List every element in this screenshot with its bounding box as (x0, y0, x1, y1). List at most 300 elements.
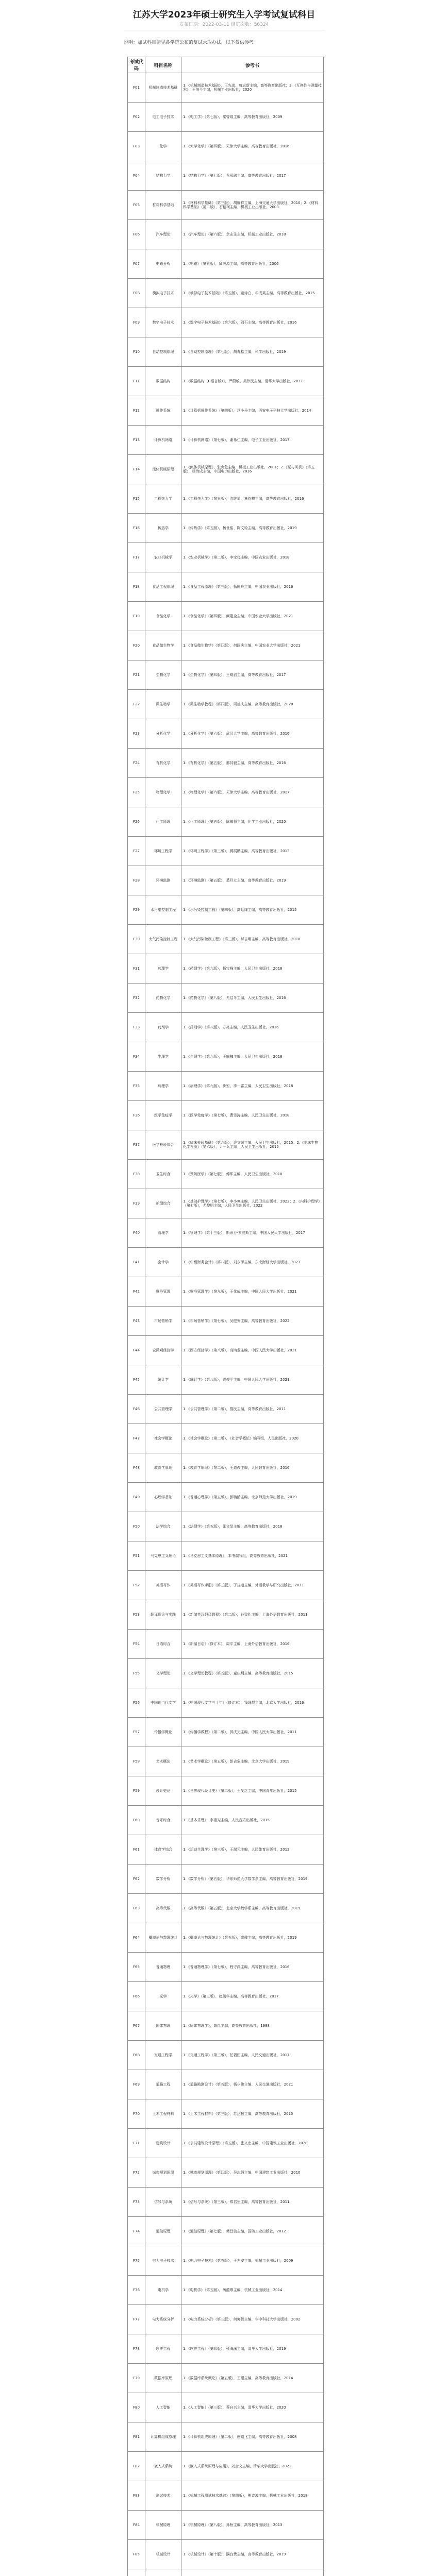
exam-code: F54 (128, 1630, 145, 1659)
table-row (128, 249, 324, 279)
table-row (128, 1072, 324, 1101)
reference-books: 1.《中级财务会计》（第八版），刘永泽主编，东北财经大学出版社，2021 (181, 1248, 324, 1277)
table-row (128, 367, 324, 396)
table-row (128, 1659, 324, 1688)
table-row (128, 1923, 324, 1953)
exam-code: F26 (128, 807, 145, 837)
exam-code: F71 (128, 2129, 145, 2158)
subject-name: 通信原理 (145, 2217, 181, 2246)
exam-code: F63 (128, 1894, 145, 1923)
exam-code: F03 (128, 132, 145, 161)
reference-books: 1.《西方经济学》（第八版），高鸿业主编，中国人民大学出版社，2021 (181, 1336, 324, 1365)
reference-books: 1.《光学》（第三版），赵凯华主编，高等教育出版社，2017 (181, 1982, 324, 2011)
subject-name: 电路分析 (145, 249, 181, 279)
exam-code: F73 (128, 2188, 145, 2217)
table-row (128, 1307, 324, 1336)
subject-name: 自动控制原理 (145, 337, 181, 367)
table-row (128, 2276, 324, 2305)
subject-name: 电力系统分析 (145, 2305, 181, 2334)
subject-name: 概率论与数理统计 (145, 1923, 181, 1953)
reference-books: 1.《普通物理学》（第七版），程守洙主编，高等教育出版社，2016 (181, 1953, 324, 1982)
reference-books: 1.《机械原理》（第八版），孙桓主编，高等教育出版社，2013 (181, 2511, 324, 2540)
table-row (128, 1630, 324, 1659)
subject-name: 土木工程材料 (145, 2099, 181, 2129)
table-row (128, 2217, 324, 2246)
table-row (128, 308, 324, 337)
subject-name: 日语综合 (145, 1630, 181, 1659)
table-header-row (128, 57, 324, 73)
subject-name: 测试技术 (145, 2481, 181, 2511)
exam-code: F11 (128, 367, 145, 396)
reference-books: 1.《电工学》（第七版），秦曾煌主编，高等教育出版社，2009 (181, 103, 324, 132)
table-row (128, 1101, 324, 1130)
exam-code: F04 (128, 161, 145, 191)
reference-books: 1.《土木工程材料》（第三版），苏达根主编，高等教育出版社，2015 (181, 2099, 324, 2129)
table-row (128, 1571, 324, 1600)
reference-books: 1.《机械工程测试技术基础》（第四版），熊诗波主编，机械工业出版社，2018 (181, 2481, 324, 2511)
reference-books: 1.《世界现代设计史》（第二版），王受之主编，中国青年出版社，2015 (181, 1776, 324, 1806)
table-row (128, 690, 324, 719)
table-row (128, 1365, 324, 1395)
reference-books: 1.《数据库系统概论》（第五版），王珊主编，高等教育出版社，2014 (181, 2364, 324, 2393)
reference-books: 1.《临床检验基础》（第六版），许文荣主编，人民卫生出版社，2015；2.《临床生物化学检验》（第六版），尹一兵主编，人民卫生出版社，2015 (181, 1130, 324, 1160)
exam-code (128, 2569, 145, 2576)
exam-code: F78 (128, 2334, 145, 2364)
subject-name: 医学免疫学 (145, 1101, 181, 1130)
table-row (128, 2364, 324, 2393)
reference-books: 1.《计算机操作系统》（第四版），汤小丹主编，西安电子科技大学出版社，2014 (181, 396, 324, 426)
reference-books: 1.《自动控制原理》（第七版），胡寿松主编，科学出版社，2019 (181, 337, 324, 367)
subject-name: 交通工程学 (145, 2041, 181, 2070)
exam-code: F85 (128, 2540, 145, 2569)
subject-name: 模拟电子技术 (145, 279, 181, 308)
exam-code: F18 (128, 572, 145, 602)
subject-name: 计算机网络 (145, 426, 181, 455)
exam-code: F83 (128, 2481, 145, 2511)
subject-name: 物理化学 (145, 778, 181, 807)
subject-name: 设计史论 (145, 1776, 181, 1806)
reference-books: 1.《交通工程学》（第三版），任福田主编，人民交通出版社，2017 (181, 2041, 324, 2070)
exam-code: F67 (128, 2011, 145, 2041)
reference-books: 1.《英语写作手册》（第三版），丁往道主编，外语教学与研究出版社，2011 (181, 1571, 324, 1600)
exam-code: F08 (128, 279, 145, 308)
reference-books: 1.《固体物理学》，黄昆主编，高等教育出版社，1988 (181, 2011, 324, 2041)
table-row (128, 484, 324, 514)
exam-subjects-table (127, 57, 324, 2576)
reference-books: 1.《新编日语》（修订本），周平主编，上海外语教育出版社，2016 (181, 1630, 324, 1659)
subject-name: 卫生综合 (145, 1160, 181, 1189)
subject-name: 嵌入式系统 (145, 2452, 181, 2481)
table-row (128, 1688, 324, 1718)
subject-name: 计算机组成原理 (145, 2422, 181, 2452)
subject-name: 流体机械原理 (145, 455, 181, 484)
table-row (128, 1953, 324, 1982)
table-row (128, 1600, 324, 1630)
exam-code: F37 (128, 1130, 145, 1160)
reference-books (181, 2569, 324, 2576)
table-row (128, 2481, 324, 2511)
exam-code: F25 (128, 778, 145, 807)
subject-name: 机械原理 (145, 2511, 181, 2540)
table-row (128, 2070, 324, 2099)
reference-books: 1.《水污染控制工程》（第四版），高廷耀主编，高等教育出版社，2015 (181, 895, 324, 925)
exam-code: F19 (128, 602, 145, 631)
table-row (128, 1160, 324, 1189)
exam-code: F74 (128, 2217, 145, 2246)
table-row (128, 1747, 324, 1776)
subject-name: 软件工程 (145, 2334, 181, 2364)
table-row (128, 984, 324, 1013)
reference-books: 1.《数据结构（C语言版）》，严蔚敏、吴伟民主编，清华大学出版社，2017 (181, 367, 324, 396)
reference-books: 1.《统计学》（第八版），贾俊平主编，中国人民大学出版社，2021 (181, 1365, 324, 1395)
table-row (128, 749, 324, 778)
table-row (128, 2511, 324, 2540)
subject-name: 公共管理学 (145, 1395, 181, 1424)
subject-name: 法学综合 (145, 1512, 181, 1541)
table-row (128, 2422, 324, 2452)
exam-code: F49 (128, 1483, 145, 1512)
table-row (128, 925, 324, 954)
subject-name: 管理学 (145, 1218, 181, 1248)
exam-code: F42 (128, 1277, 145, 1307)
subject-name: 音乐综合 (145, 1806, 181, 1835)
exam-code: F76 (128, 2276, 145, 2305)
exam-code: F29 (128, 895, 145, 925)
reference-books: 1.《机械设计》（第十版），濮良贵主编，高等教育出版社，2019 (181, 2540, 324, 2569)
table-row (128, 2158, 324, 2188)
header-reference: 参考书 (181, 57, 324, 73)
exam-code: F65 (128, 1953, 145, 1982)
subject-name: 化学 (145, 132, 181, 161)
exam-code: F48 (128, 1453, 145, 1483)
reference-books: 1.《道路勘测设计》（第五版），杨少伟主编，人民交通出版社，2021 (181, 2070, 324, 2099)
reference-books: 1.《嵌入式系统原理与应用》，刘彦文主编，清华大学出版社，2021 (181, 2452, 324, 2481)
table-row (128, 2041, 324, 2070)
subject-name: 护理综合 (145, 1189, 181, 1218)
exam-code: F38 (128, 1160, 145, 1189)
subject-name: 微生物学 (145, 690, 181, 719)
table-row (128, 1453, 324, 1483)
table-row (128, 2569, 324, 2576)
exam-code: F12 (128, 396, 145, 426)
exam-code: F01 (128, 73, 145, 103)
reference-books: 1.《社会学概论》（第二版），《社会学概论》编写组，人民出版社，2020 (181, 1424, 324, 1453)
exam-code: F22 (128, 690, 145, 719)
table-row (128, 1894, 324, 1923)
subject-name: 机械设计 (145, 2540, 181, 2569)
reference-books: 1.《食品微生物学》（第四版），何国庆主编，中国农业大学出版社，2021 (181, 631, 324, 660)
table-row (128, 1218, 324, 1248)
subject-name: 高等代数 (145, 1894, 181, 1923)
exam-code: F36 (128, 1101, 145, 1130)
reference-books: 1.《汽车理论》（第六版），余志生主编，机械工业出版社，2018 (181, 220, 324, 249)
subject-name: 环境监测 (145, 866, 181, 895)
table-row (128, 1865, 324, 1894)
table-row (128, 426, 324, 455)
table-row (128, 396, 324, 426)
exam-code: F82 (128, 2452, 145, 2481)
table-row (128, 2011, 324, 2041)
exam-code: F70 (128, 2099, 145, 2129)
table-row (128, 572, 324, 602)
table-row (128, 161, 324, 191)
reference-books: 1.《基本乐理》，李重光主编，人民音乐出版社，2015 (181, 1806, 324, 1835)
table-row (128, 2452, 324, 2481)
reference-books: 1.《公共管理学》（第二版），黎民主编，高等教育出版社，2011 (181, 1395, 324, 1424)
exam-code: F77 (128, 2305, 145, 2334)
exam-code: F44 (128, 1336, 145, 1365)
table-row (128, 2099, 324, 2129)
reference-books: 1.《物理化学》（第六版），天津大学主编，高等教育出版社，2017 (181, 778, 324, 807)
table-row (128, 1042, 324, 1072)
subject-name: 人工智能 (145, 2393, 181, 2422)
reference-books: 1.《机械制造技术基础》，王先逵、曾志新主编，高等教育出版社；2.《互换性与测量技术》，王伯平主编，机械工业出版社，2020 (181, 73, 324, 103)
reference-books: 1.《管理学》（第十三版），斯蒂芬·罗宾斯主编，中国人民大学出版社，2017 (181, 1218, 324, 1248)
reference-books: 1.《电力电子技术》（第五版），王兆安主编，机械工业出版社，2009 (181, 2246, 324, 2276)
reference-books: 1.《传热学》（第五版），杨世铭、陶文铨主编，高等教育出版社，2019 (181, 514, 324, 543)
exam-code: F64 (128, 1923, 145, 1953)
subject-name: 水污染控制工程 (145, 895, 181, 925)
reference-books: 1.《结构力学》（第七版），龙驭球主编，高等教育出版社，2017 (181, 161, 324, 191)
reference-books: 1.《文学理论教程》（第五版），童庆炳主编，高等教育出版社，2015 (181, 1659, 324, 1688)
table-row (128, 191, 324, 220)
exam-code: F14 (128, 455, 145, 484)
exam-code: F53 (128, 1600, 145, 1630)
exam-code: F10 (128, 337, 145, 367)
subject-name: 工程热力学 (145, 484, 181, 514)
table-row (128, 337, 324, 367)
exam-code: F34 (128, 1042, 145, 1072)
subject-name: 市场营销学 (145, 1307, 181, 1336)
exam-code: F46 (128, 1395, 145, 1424)
table-row (128, 2305, 324, 2334)
reference-books: 1.《分析化学》（第六版），武汉大学主编，高等教育出版社，2016 (181, 719, 324, 749)
reference-books: 1.《生物化学》（第四版），王镜岩主编，高等教育出版社，2017 (181, 660, 324, 690)
table-row (128, 2246, 324, 2276)
subject-name: 食品化学 (145, 602, 181, 631)
subject-name: 药理学 (145, 954, 181, 984)
reference-books: 1.《城市规划原理》（第四版），吴志强主编，中国建筑工业出版社，2010 (181, 2158, 324, 2188)
table-row (128, 1982, 324, 2011)
subject-name: 体育学综合 (145, 1835, 181, 1865)
exam-code: F21 (128, 660, 145, 690)
subject-name: 农业机械学 (145, 543, 181, 572)
reference-books: 1.《有机化学》（第五版），邢其毅主编，高等教育出版社，2016 (181, 749, 324, 778)
reference-books: 1.《中国现代文学三十年》（修订本），钱理群主编，北京大学出版社，2016 (181, 1688, 324, 1718)
table-row (128, 1424, 324, 1453)
reference-books: 1.《概率论与数理统计》（第五版），盛骤主编，高等教育出版社，2019 (181, 1923, 324, 1953)
reference-books: 1.《生理学》（第九版），王庭槐主编，人民卫生出版社，2018 (181, 1042, 324, 1072)
subject-name: 电力电子技术 (145, 2246, 181, 2276)
exam-code: F47 (128, 1424, 145, 1453)
exam-code: F52 (128, 1571, 145, 1600)
exam-code: F68 (128, 2041, 145, 2070)
table-row (128, 866, 324, 895)
subject-name: 光学 (145, 1982, 181, 2011)
table-row (128, 719, 324, 749)
subject-name: 结构力学 (145, 161, 181, 191)
exam-code: F57 (128, 1718, 145, 1747)
subject-name: 操作系统 (145, 396, 181, 426)
subject-name: 教育学原理 (145, 1453, 181, 1483)
reference-books: 1.《预防医学》（第七版），傅华主编，人民卫生出版社，2018 (181, 1160, 324, 1189)
exam-code: F07 (128, 249, 145, 279)
reference-books: 1.《模拟电子技术基础》（第五版），童诗白、华成英主编，高等教育出版社，2015 (181, 279, 324, 308)
reference-books: 1.《法理学》（第五版），张文显主编，高等教育出版社，2018 (181, 1512, 324, 1541)
table-row (128, 103, 324, 132)
reference-books: 1.《电力系统分析》（第三版），何仰赞主编，华中科技大学出版社，2002 (181, 2305, 324, 2334)
subject-name: 电机学 (145, 2276, 181, 2305)
exam-code: F81 (128, 2422, 145, 2452)
reference-books: 1.《环境工程学》（第三版），蒋展鹏主编，高等教育出版社，2013 (181, 837, 324, 866)
exam-code: F13 (128, 426, 145, 455)
subject-name: 普通物理 (145, 1953, 181, 1982)
exam-code: F39 (128, 1189, 145, 1218)
subject-name: 英语写作 (145, 1571, 181, 1600)
reference-books: 1.《马克思主义基本原理》，本书编写组，高等教育出版社，2021 (181, 1541, 324, 1571)
exam-code: F59 (128, 1776, 145, 1806)
subject-name: 艺术概论 (145, 1747, 181, 1776)
subject-name: 有机化学 (145, 749, 181, 778)
table-row (128, 631, 324, 660)
exam-code: F61 (128, 1835, 145, 1865)
exam-code: F15 (128, 484, 145, 514)
subject-name: 分析化学 (145, 719, 181, 749)
table-row (128, 778, 324, 807)
exam-code: F06 (128, 220, 145, 249)
table-row (128, 2540, 324, 2569)
table-row (128, 1277, 324, 1307)
reference-books: 1.《艺术学概论》（第五版），彭吉象主编，北京大学出版社，2019 (181, 1747, 324, 1776)
subject-name: 食品工程原理 (145, 572, 181, 602)
table-row (128, 1776, 324, 1806)
reference-books: 1.《微生物学教程》（第四版），周德庆主编，高等教育出版社，2020 (181, 690, 324, 719)
table-row (128, 954, 324, 984)
table-body (128, 73, 324, 2576)
reference-books: 1.《运动生理学》（第三版），王瑞元主编，人民体育出版社，2012 (181, 1835, 324, 1865)
table-row (128, 1541, 324, 1571)
reference-books: 1.《高等代数》（第五版），北京大学数学系主编，高等教育出版社，2019 (181, 1894, 324, 1923)
exam-code: F51 (128, 1541, 145, 1571)
subject-name: 文学理论 (145, 1659, 181, 1688)
table-row (128, 514, 324, 543)
exam-code: F41 (128, 1248, 145, 1277)
exam-code: F30 (128, 925, 145, 954)
reference-books: 1.《病理学》（第九版），步宏、李一雷主编，人民卫生出版社，2018 (181, 1072, 324, 1101)
exam-note: 说明：加试科目请见各学院公布的复试录取办法，以下仅供参考 (124, 40, 254, 45)
table-row (128, 602, 324, 631)
subject-name: 翻译理论与实践 (145, 1600, 181, 1630)
reference-books: 1.《市场营销学》（第七版），吴健安主编，高等教育出版社，2022 (181, 1307, 324, 1336)
reference-books: 1.《环境监测》（第五版），奚旦立主编，高等教育出版社，2019 (181, 866, 324, 895)
exam-code: F66 (128, 1982, 145, 2011)
reference-books: 1.《工程热力学》（第五版），沈维道、童钧耕主编，高等教育出版社，2016 (181, 484, 324, 514)
exam-code: F55 (128, 1659, 145, 1688)
exam-code: F33 (128, 1013, 145, 1042)
table-row (128, 455, 324, 484)
reference-books: 1.《药理学》（第九版），杨宝峰主编，人民卫生出版社，2018 (181, 954, 324, 984)
reference-books: 1.《农业机械学》（第二版），李宝筏主编，中国农业出版社，2018 (181, 543, 324, 572)
publish-meta: 发布日期：2022-03-11 浏览次数：56324 (179, 22, 269, 27)
subject-name: 汽车理论 (145, 220, 181, 249)
reference-books: 1.《食品化学》（第四版），阚建全主编，中国农业大学出版社，2021 (181, 602, 324, 631)
subject-name: 病理学 (145, 1072, 181, 1101)
exam-code: F84 (128, 2511, 145, 2540)
subject-name: 信号与系统 (145, 2188, 181, 2217)
table-row (128, 279, 324, 308)
subject-name: 中国现当代文学 (145, 1688, 181, 1718)
subject-name: 化工原理 (145, 807, 181, 837)
reference-books: 1.《食品工程原理》（第三版），杨同舟主编，中国农业出版社，2016 (181, 572, 324, 602)
table-row (128, 132, 324, 161)
table-row (128, 2334, 324, 2364)
exam-code: F56 (128, 1688, 145, 1718)
subject-name: 数据结构 (145, 367, 181, 396)
reference-books: 1.《数学分析》（第五版），华东师范大学数学系主编，高等教育出版社，2019 (181, 1865, 324, 1894)
table-row (128, 1189, 324, 1218)
exam-code: F79 (128, 2364, 145, 2393)
reference-books: 1.《软件工程》（第四版），张海藩主编，清华大学出版社，2019 (181, 2334, 324, 2364)
reference-books: 1.《计算机组成原理》（第二版），唐朔飞主编，高等教育出版社，2008 (181, 2422, 324, 2452)
subject-name: 生物化学 (145, 660, 181, 690)
subject-name: 统计学 (145, 1365, 181, 1395)
reference-books: 1.《大气污染控制工程》（第三版），郝吉明主编，高等教育出版社，2010 (181, 925, 324, 954)
table-row (128, 837, 324, 866)
table-row (128, 660, 324, 690)
header-code: 考试代码 (128, 57, 145, 73)
subject-name: 药剂学 (145, 1013, 181, 1042)
subject-name: 数据库原理 (145, 2364, 181, 2393)
reference-books: 1.《电路》（第五版），邱关源主编，高等教育出版社，2006 (181, 249, 324, 279)
exam-code: F32 (128, 984, 145, 1013)
subject-name: 城市规划原理 (145, 2158, 181, 2188)
exam-code: F80 (128, 2393, 145, 2422)
exam-code: F45 (128, 1365, 145, 1395)
reference-books: 1.《基础护理学》（第七版），李小寒主编，人民卫生出版社，2022；2.《内科护理学》（第七版），尤黎明主编，人民卫生出版社，2022 (181, 1189, 324, 1218)
table-row (128, 1013, 324, 1042)
table-row (128, 807, 324, 837)
subject-name: 环境工程学 (145, 837, 181, 866)
table-row (128, 2129, 324, 2158)
exam-code: F75 (128, 2246, 145, 2276)
table-row (128, 1835, 324, 1865)
subject-name: 马克思主义理论 (145, 1541, 181, 1571)
table-row (128, 2393, 324, 2422)
subject-name: 电工电子技术 (145, 103, 181, 132)
exam-code: F60 (128, 1806, 145, 1835)
subject-name: 心理学基础 (145, 1483, 181, 1512)
exam-code: F43 (128, 1307, 145, 1336)
page-title: 江苏大学2023年硕士研究生入学考试复试科目 (132, 10, 316, 20)
table-row (128, 1130, 324, 1160)
reference-books: 1.《人工智能》（第三版），蔡自兴主编，清华大学出版社，2020 (181, 2393, 324, 2422)
subject-name: 宏微观经济学 (145, 1336, 181, 1365)
table-row (128, 1395, 324, 1424)
exam-code: F35 (128, 1072, 145, 1101)
exam-code: F24 (128, 749, 145, 778)
exam-code: F27 (128, 837, 145, 866)
table-row (128, 1483, 324, 1512)
exam-code: F05 (128, 191, 145, 220)
exam-code: F16 (128, 514, 145, 543)
reference-books: 1.《大学化学》（第四版），天津大学主编，高等教育出版社，2016 (181, 132, 324, 161)
reference-books: 1.《计算机网络》（第七版），谢希仁主编，电子工业出版社，2017 (181, 426, 324, 455)
subject-name: 大气污染控制工程 (145, 925, 181, 954)
reference-books: 1.《财务管理学》（第九版），王化成主编，中国人民大学出版社，2021 (181, 1277, 324, 1307)
exam-code: F40 (128, 1218, 145, 1248)
exam-code: F58 (128, 1747, 145, 1776)
exam-code: F31 (128, 954, 145, 984)
